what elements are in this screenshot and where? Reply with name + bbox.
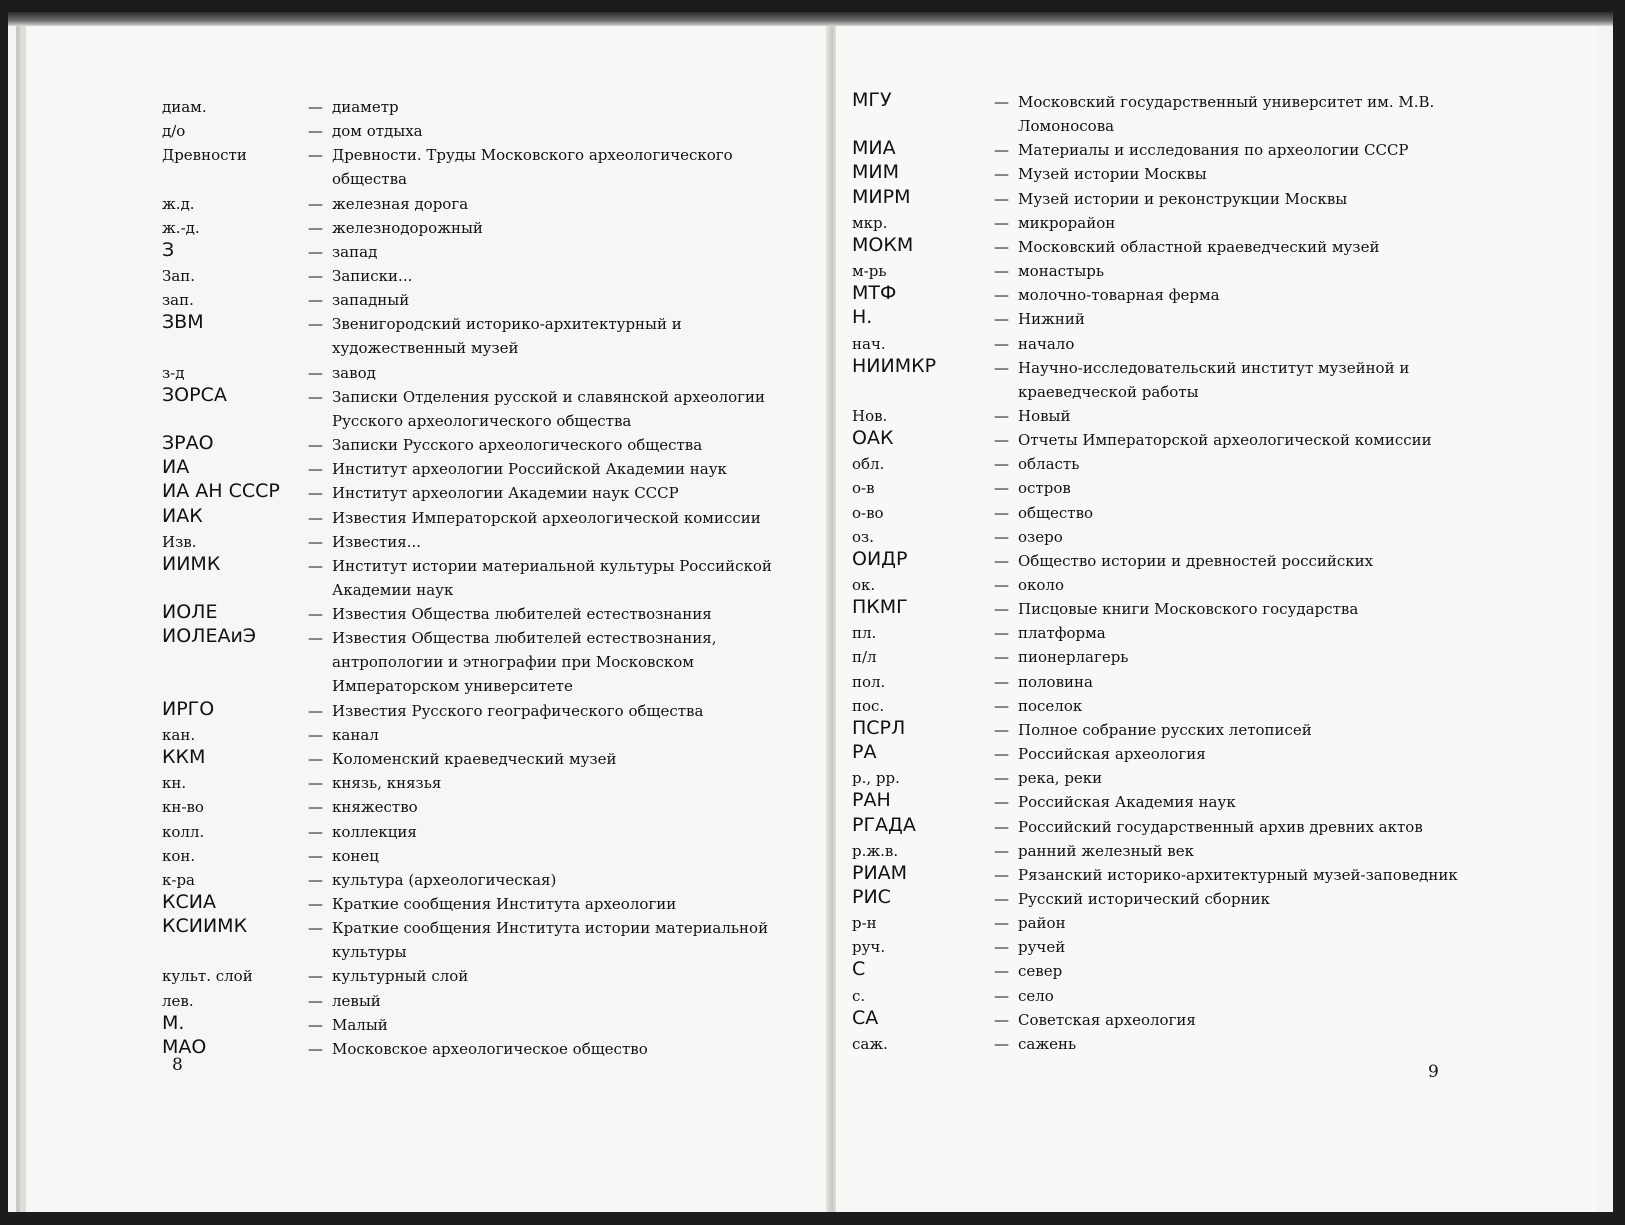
definition: культурный слой [332,967,469,986]
em-dash: — [308,774,323,793]
em-dash: — [308,363,323,382]
em-dash: — [308,701,323,720]
abbreviation: ок. [852,576,876,594]
definition: начало [1018,334,1075,353]
em-dash: — [994,527,1009,546]
em-dash: — [994,479,1009,498]
abbreviation: колл. [162,822,205,841]
definition: Российский государственный архив древних актов [1018,817,1423,836]
definition: Краткие сообщения Института археологии [332,894,677,913]
em-dash: — [994,406,1009,425]
em-dash: — [308,894,323,913]
definition: река, реки [1018,769,1103,788]
definition: пионерлагерь [1018,648,1129,667]
em-dash: — [308,436,323,455]
definition: Записки Русского археологического общества [332,436,703,455]
em-dash: — [994,455,1009,474]
abbreviation: з-д [162,363,185,382]
abbreviation: ОАК [852,427,894,450]
em-dash: — [308,750,323,769]
em-dash: — [994,889,1009,908]
definition: село [1018,986,1054,1005]
definition: область [1018,455,1080,474]
abbreviation: Древности [162,146,247,165]
em-dash: — [308,919,323,938]
em-dash: — [308,1015,323,1034]
definition: Записки... [332,267,413,286]
abbreviation: п/л [852,648,877,667]
em-dash: — [994,189,1009,208]
definition: ручей [1018,938,1066,957]
em-dash: — [308,146,323,165]
definition: железнодорожный [332,218,483,237]
abbreviation: о-во [852,503,884,522]
definition: культура (археологическая) [332,870,557,889]
abbreviation: РИС [852,885,891,908]
abbreviation: о-в [852,479,875,498]
abbreviation: пл. [852,624,877,643]
abbreviation: кон. [162,846,196,865]
definition: Известия Общества любителей естествознания [332,605,712,624]
right-page [836,12,1596,1212]
definition: Общество истории и древностей российских [1018,551,1374,570]
em-dash: — [308,556,323,575]
abbreviation: МИМ [852,161,899,184]
em-dash: — [994,672,1009,691]
em-dash: — [994,334,1009,353]
abbreviation: ККМ [162,746,206,769]
abbreviation: РИАМ [852,861,908,884]
em-dash: — [308,967,323,986]
definition: железная дорога [332,194,469,213]
definition: запад [332,242,378,261]
definition: ранний железный век [1018,841,1194,860]
abbreviation: р-н [852,914,877,933]
em-dash: — [994,769,1009,788]
abbreviation: Зап. [162,267,196,286]
abbreviation: КСИА [162,890,216,913]
definition: Коломенский краеведческий музей [332,750,617,769]
em-dash: — [308,122,323,141]
abbreviation: саж. [852,1034,888,1053]
definition: диаметр [332,98,399,116]
abbreviation: СА [852,1006,879,1029]
abbreviation: ИОЛЕ [162,601,218,624]
definition: Известия... [332,532,422,551]
em-dash: — [308,532,323,551]
em-dash: — [994,696,1009,715]
definition: Отчеты Императорской археологической комиссии [1018,431,1432,450]
em-dash: — [308,267,323,286]
abbreviation: р.ж.в. [852,841,899,860]
em-dash: — [994,648,1009,667]
em-dash: — [308,484,323,503]
em-dash: — [308,846,323,865]
definition: Музей истории и реконструкции Москвы [1018,189,1348,208]
abbreviation: ПСРЛ [852,716,906,739]
abbreviation: ЗРАО [162,432,214,455]
definition: Малый [332,1015,388,1034]
abbreviation: ЗВМ [162,311,204,334]
definition: озеро [1018,527,1063,546]
abbreviation: пос. [852,696,885,715]
abbreviation: р., рр. [852,769,900,788]
abbreviation: ИИМК [162,552,221,575]
em-dash: — [308,725,323,744]
definition: Древности. Труды Московского археологического общества [332,146,733,189]
em-dash: — [308,291,323,310]
em-dash: — [994,576,1009,594]
definition: дом отдыха [332,122,423,141]
em-dash: — [994,624,1009,643]
em-dash: — [994,93,1009,111]
definition: сажень [1018,1034,1077,1053]
abbreviation: ИРГО [162,697,215,720]
abbreviation: лев. [162,991,194,1010]
abbreviation: культ. слой [162,967,253,986]
abbreviation: З [162,238,175,261]
abbreviation: кан. [162,725,196,744]
definition: Институт истории материальной культуры Российской Академии наук [332,556,772,599]
scan-top-edge [8,12,1613,26]
abbreviation: РА [852,741,877,764]
abbreviation: ЗОРСА [162,383,227,406]
definition: север [1018,962,1063,981]
em-dash: — [994,1010,1009,1029]
definition: Новый [1018,406,1071,425]
page-number-left: 8 [172,1055,183,1075]
abbreviation: МИА [852,137,896,160]
abbreviation: ж.-д. [162,218,200,237]
definition: завод [332,363,376,382]
abbreviation: МГУ [852,89,892,111]
em-dash: — [308,991,323,1010]
definition: Российская археология [1018,745,1206,764]
definition: канал [332,725,379,744]
abbreviation: к-ра [162,870,195,889]
em-dash: — [994,1034,1009,1053]
abbreviation: М. [162,1011,185,1034]
definition: поселок [1018,696,1083,715]
em-dash: — [308,629,323,648]
definition: левый [332,991,381,1010]
em-dash: — [994,237,1009,256]
definition: Московский государственный университет им. М.В. Ломоносова [1018,93,1435,135]
abbreviation: МИРМ [852,185,911,208]
abbreviation: мкр. [852,213,888,232]
abbreviation: кн. [162,774,187,793]
left-page [26,12,832,1212]
em-dash: — [308,242,323,261]
em-dash: — [308,822,323,841]
em-dash: — [994,938,1009,957]
em-dash: — [994,600,1009,619]
definition: молочно-товарная ферма [1018,286,1220,305]
em-dash: — [308,1039,323,1058]
definition: Звенигородский историко-архитектурный и художественный музей [332,315,682,358]
definition: Известия Общества любителей естествознания, антропологии и этнографии при Московском Императорском университете [332,629,717,696]
em-dash: — [994,865,1009,884]
abbreviation: Изв. [162,532,197,551]
em-dash: — [994,986,1009,1005]
definition: монастырь [1018,262,1105,281]
abbreviation: диам. [162,98,207,116]
definition: платформа [1018,624,1106,643]
page-number-right: 9 [1428,1062,1439,1082]
definition: около [1018,576,1064,594]
em-dash: — [994,286,1009,305]
abbreviation: РГАДА [852,813,916,836]
abbreviation: пол. [852,672,886,691]
abbreviation: ИА АН СССР [162,480,280,503]
definition: коллекция [332,822,417,841]
abbreviation: ИА [162,456,190,479]
definition: половина [1018,672,1093,691]
definition: Полное собрание русских летописей [1018,720,1312,739]
em-dash: — [994,262,1009,281]
definition: Писцовые книги Московского государства [1018,600,1359,619]
em-dash: — [994,720,1009,739]
em-dash: — [994,793,1009,812]
em-dash: — [994,165,1009,184]
definition: Рязанский историко-архитектурный музей-заповедник [1018,865,1458,884]
definition: западный [332,291,410,310]
em-dash: — [308,605,323,624]
definition: остров [1018,479,1071,498]
definition: Известия Русского географического общества [332,701,704,720]
em-dash: — [308,218,323,237]
em-dash: — [308,387,323,406]
em-dash: — [994,358,1009,377]
definition: Нижний [1018,310,1085,329]
em-dash: — [308,315,323,334]
definition: княжество [332,798,418,817]
abbreviation: НИИМКР [852,354,937,377]
definition: Институт археологии Российской Академии наук [332,460,727,479]
abbreviation: МАО [162,1035,207,1058]
abbreviation: м-рь [852,262,887,281]
definition: Советская археология [1018,1010,1196,1029]
abbreviation: зап. [162,291,194,310]
em-dash: — [994,914,1009,933]
definition: Институт археологии Академии наук СССР [332,484,679,503]
abbreviation: КСИИМК [162,915,248,938]
abbreviation: руч. [852,938,886,957]
abbreviation: с. [852,986,866,1005]
abbreviation: кн-во [162,798,204,817]
definition: район [1018,914,1066,933]
abbreviation: Нов. [852,406,888,425]
em-dash: — [308,870,323,889]
em-dash: — [994,213,1009,232]
em-dash: — [994,841,1009,860]
em-dash: — [994,310,1009,329]
em-dash: — [994,962,1009,981]
em-dash: — [994,551,1009,570]
abbreviation: ИОЛЕАиЭ [162,625,257,648]
definition: Русский исторический сборник [1018,889,1270,908]
abbreviation: С [852,958,866,981]
abbreviation: ОИДР [852,547,908,570]
definition: Записки Отделения русской и славянской археологии Русского археологического общества [332,387,766,430]
definition: Известия Императорской археологической комиссии [332,508,761,527]
abbreviation: обл. [852,455,885,474]
abbreviation: ИАК [162,504,203,527]
em-dash: — [308,798,323,817]
abbreviation: оз. [852,527,874,546]
book-spread [8,12,1613,1212]
em-dash: — [994,745,1009,764]
definition: князь, князья [332,774,442,793]
definition: конец [332,846,379,865]
definition: общество [1018,503,1094,522]
definition: микрорайон [1018,213,1116,232]
em-dash: — [308,508,323,527]
em-dash: — [308,460,323,479]
em-dash: — [308,194,323,213]
abbreviation: ПКМГ [852,596,908,619]
abbreviation: МОКМ [852,233,914,256]
definition: Музей истории Москвы [1018,165,1207,184]
abbreviation: ж.д. [162,194,195,213]
definition: Материалы и исследования по археологии СССР [1018,141,1409,160]
abbreviation: нач. [852,334,886,353]
em-dash: — [994,431,1009,450]
em-dash: — [994,141,1009,160]
abbreviation: д/о [162,122,186,141]
definition: Московский областной краеведческий музей [1018,237,1380,256]
em-dash: — [994,817,1009,836]
definition: Краткие сообщения Института истории материальной культуры [332,919,769,962]
abbreviation: Н. [852,306,873,329]
em-dash: — [994,503,1009,522]
definition: Научно-исследовательский институт музейной и краеведческой работы [1018,358,1410,401]
abbreviation: РАН [852,789,891,812]
em-dash: — [308,98,323,116]
definition: Московское археологическое общество [332,1039,648,1058]
abbreviation: МТФ [852,282,897,305]
definition: Российская Академия наук [1018,793,1236,812]
